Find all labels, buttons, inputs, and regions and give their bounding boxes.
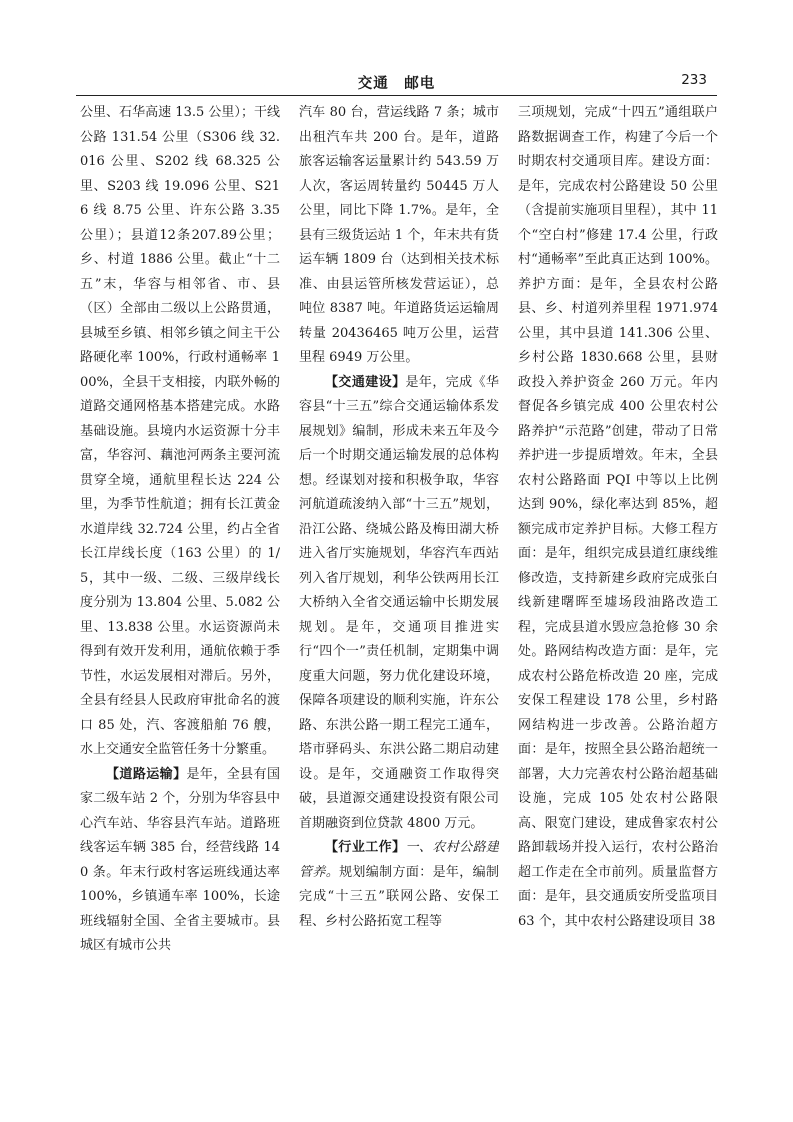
text-column-2	[299, 101, 499, 1101]
section-industry-work	[299, 836, 499, 934]
paragraph-continued: 公里、石华高速 13.5 公里）；干线公路 131.54 公里（S306 线 32.016 公里、S202 线 68.325 公里、S203 线 19.096 公里、S216 线 8.75 公里、许东公路 3.35 公里）；县道12条207.89公里；乡、村道 1886 公里。截止“十二五”末，华容与相邻省、市、县（区）全部由二级以上公路贯通，县城至乡镇、相邻乡镇之间主干公路硬化率 100%，行政村通畅率 100%，全县干支相接，内联外畅的道路交通网格基本搭建完成。水路基础设施。县境内水运资源十分丰富，华容河、藕池河两条主要河流贯穿全境，通航里程长达 224 公里，为季节性航道；拥有长江黄金水道岸线 32.724 公里，约占全省长江岸线长度（163 公里）的 1/5，其中一级、二级、三级岸线长度分别为 13.804 公里、5.082 公里、13.838 公里。水运资源尚未得到有效开发利用，通航依赖于季节性，水运发展相对滞后。另外，全县有经县人民政府审批命名的渡口 85 处，汽、客渡船舶 76 艘，水上交通安全监管任务十分繁重。	[80, 105, 280, 757]
text-column-3	[518, 101, 718, 1101]
section-road-transport	[80, 763, 280, 959]
subsection-heading: 一、农村公路建管养。	[299, 840, 499, 880]
section-heading: 【交通建设】	[325, 374, 406, 390]
section-body: 规划编制方面：是年，编制完成“十三五”联网公路、安保工程、乡村公路拓宽工程等	[299, 864, 499, 929]
page-header	[76, 72, 717, 94]
paragraph-continued: 汽车 80 台，营运线路 7 条；城市出租汽车共 200 台。是年，道路旅客运输客运量累计约 543.59 万人次，客运周转量约 50445 万人公里，同比下降 1.7%。是年，全县有三级货运站 1 个，年末共有货运车辆 1809 台（达到相关技术标准、由县运管所核发营运证），总吨位 8387 吨。年道路货运运输周转量 20436465 吨万公里，运营里程 6949 万公里。	[299, 105, 499, 365]
section-heading: 【道路运输】	[106, 766, 187, 782]
header-rule	[76, 95, 717, 96]
section-heading: 【行业工作】	[325, 840, 406, 855]
running-title: 交通 邮电	[357, 76, 436, 92]
section-body: 是年，完成《华容县“十三五”综合交通运输体系发展规划》编制，形成未来五年及今后一个时期交通运输发展的总体构想。经谋划对接和积极争取，华容河航道疏浚纳入部“十三五”规划，沿江公路、绕城公路及梅田湖大桥进入省厅实施规划，华容汽车西站列入省厅规划，利华公铁两用长江大桥纳入全省交通运输中长期发展规划。是年，交通项目推进实行“四个一”责任机制，定期集中调度重大问题，努力优化建设环境，保障各项建设的顺利实施，许东公路、东洪公路一期工程完工通车，塔市驿码头、东洪公路二期启动建设。是年，交通融资工作取得突破，县道源交通建设投资有限公司首期融资到位贷款 4800 万元。	[299, 374, 499, 831]
section-traffic-construction	[299, 371, 499, 837]
paragraph-continued: 三项规划，完成“十四五”通组联户路数据调查工作，构建了今后一个时期农村交通项目库。建设方面：是年，完成农村公路建设 50 公里（含提前实施项目里程），其中 11 个“空白村”修建 17.4 公里，行政村“通畅率”至此真正达到 100%。养护方面：是年，全县农村公路县、乡、村道列养里程 1971.974 公里，其中县道 141.306 公里、乡村公路 1830.668 公里，县财政投入养护资金 260 万元。年内督促各乡镇完成 400 公里农村公路养护“示范路”创建，带动了日常养护进一步提质增效。年末，全县农村公路路面 PQI 中等以上比例达到 90%，绿化率达到 85%，超额完成市定养护目标。大修工程方面：是年，组织完成县道红康线维修改造，支持新建乡政府完成张白线新建曙晖至墟场段油路改造工程，完成县道水毁应急抢修 30 余处。路网结构改造方面：是年，完成农村公路危桥改造 20 座，完成安保工程建设 178 公里，乡村路网结构进一步改善。公路治超方面：是年，按照全县公路治超统一部署，大力完善农村公路治超基础设施，完成 105 处农村公路限高、限宽门建设，建成鲁家农村公路卸载场并投入运行，农村公路治超工作走在全市前列。质量监督方面：是年，县交通质安所受监项目 63 个，其中农村公路建设项目 38	[518, 105, 718, 929]
text-column-1	[80, 101, 280, 1101]
section-body: 是年，全县有国家二级车站 2 个，分别为华容县中心汽车站、华容县汽车站。道路班线客运车辆 385 台，经营线路 140 条。年末行政村客运班线通达率 100%，乡镇通车率 100%，长途班线辐射全国、全省主要城市。县城区有城市公共	[80, 766, 280, 953]
page-number: 233	[681, 72, 707, 88]
